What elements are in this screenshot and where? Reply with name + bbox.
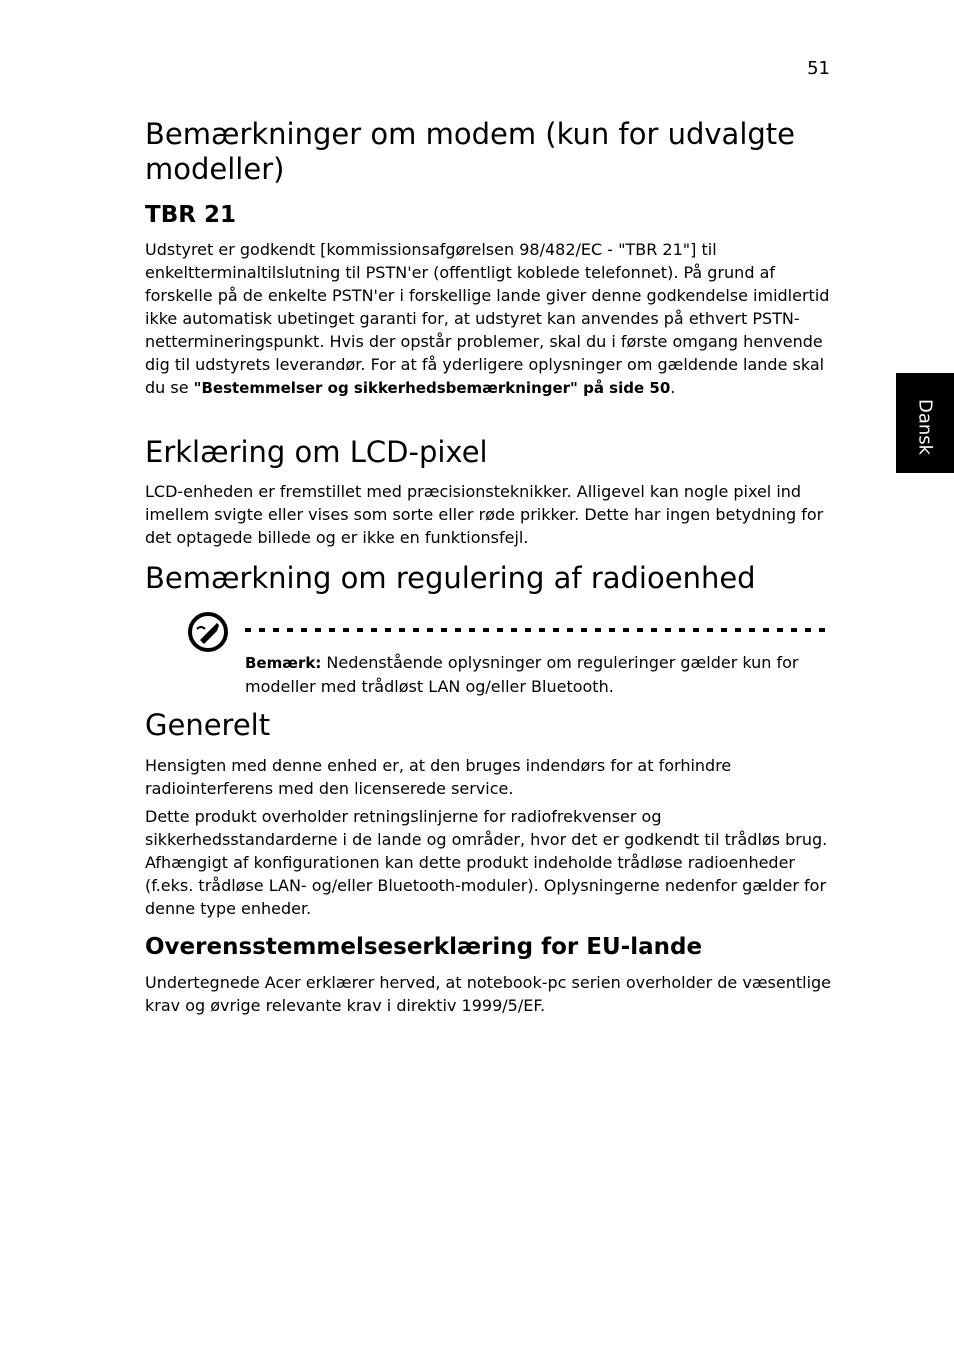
general-heading: Generelt — [145, 708, 271, 742]
tbr-end: . — [670, 378, 676, 397]
general-paragraph-2: Dette produkt overholder retningslinjerne for radiofrekvenser og sikkerhedsstandarderne i de lande og områder, hvor det er godkendt til trådløs brug. Afhængigt af konfigurationen kan dette produkt indeholde trådløse radioenheder (f.eks. trådløse LAN- og/eller Bluetooth-moduler). Oplysningerne nedenfor gælder for denne type enheder. — [145, 807, 828, 918]
modem-heading: Bemærkninger om modem (kun for udvalgte modeller) — [145, 117, 795, 186]
tbr-heading: TBR 21 — [145, 202, 236, 228]
note-pen-icon — [187, 611, 229, 653]
radio-heading: Bemærkning om regulering af radioenhed — [145, 561, 756, 595]
page-number: 51 — [807, 58, 830, 79]
lcd-heading: Erklæring om LCD-pixel — [145, 435, 488, 469]
note-label: Bemærk: — [245, 654, 322, 672]
language-side-tab — [896, 373, 954, 473]
tbr-link[interactable]: "Bestemmelser og sikkerhedsbemærkninger" på side 50 — [193, 379, 671, 397]
language-side-tab-label: Dansk — [914, 399, 936, 456]
eu-paragraph: Undertegnede Acer erklærer herved, at notebook-pc serien overholder de væsentlige krav og øvrige relevante krav i direktiv 1999/5/EF. — [145, 973, 832, 1015]
note-paragraph — [245, 651, 830, 698]
general-paragraph-1: Hensigten med denne enhed er, at den bruges indendørs for at forhindre radiointerferens med den licenserede service. — [145, 756, 732, 798]
tbr-paragraph — [145, 238, 835, 400]
note-divider — [245, 628, 830, 632]
eu-heading: Overensstemmelseserklæring for EU-lande — [145, 934, 703, 960]
lcd-paragraph: LCD-enheden er fremstillet med præcisionsteknikker. Alligevel kan nogle pixel ind imellem svigte eller vises som sorte eller røde prikker. Dette har ingen betydning for det optagede billede og er ikke en funktionsfejl. — [145, 482, 824, 547]
tbr-text: Udstyret er godkendt [kommissionsafgørelsen 98/482/EC - "TBR 21"] til enkeltterminaltilslutning til PSTN'er (offentligt koblede telefonnet). På grund af forskelle på de enkelte PSTN'er i forskellige lande giver denne godkendelse imidlertid ikke automatisk ubetinget garanti for, at udstyret kan anvendes på ethvert PSTN-nettermineringspunkt. Hvis der opstår problemer, skal du i første omgang henvende dig til udstyrets leverandør. For at få yderligere oplysninger om gældende lande skal du se — [145, 240, 830, 397]
note-text: Nedenstående oplysninger om reguleringer gælder kun for modeller med trådløst LAN og/eller Bluetooth. — [245, 653, 799, 696]
